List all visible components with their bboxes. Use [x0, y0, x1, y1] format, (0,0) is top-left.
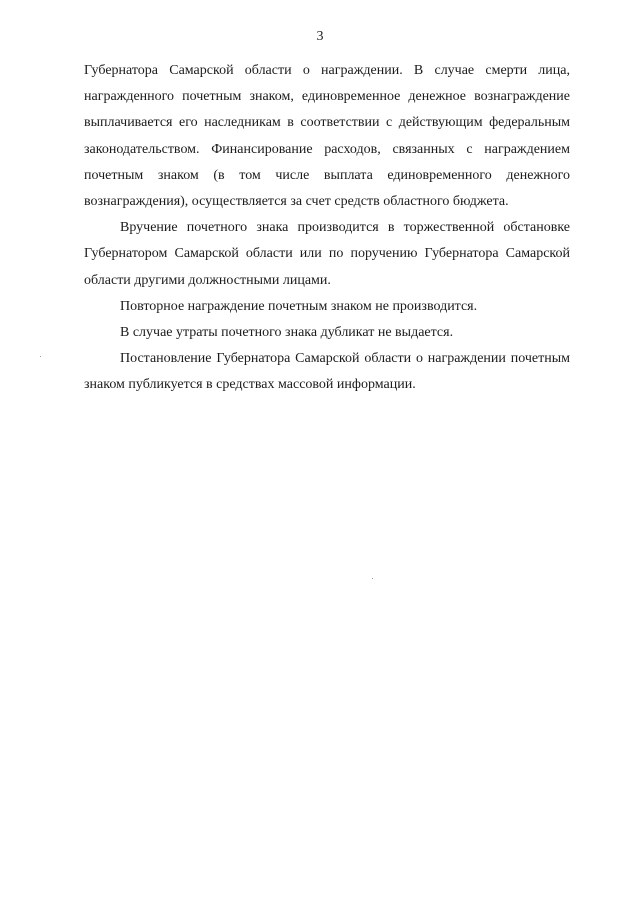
paragraph-repeat-award: Повторное награждение почетным знаком не производится.	[120, 298, 478, 314]
scan-speck	[372, 578, 373, 579]
paragraph-lost-badge: В случае утраты почетного знака дубликат не выдается.	[120, 325, 454, 341]
document-body	[84, 58, 570, 399]
page-number: 3	[316, 29, 324, 44]
scan-speck	[40, 356, 41, 357]
paragraph-continuation: Губернатора Самарской области о награждении. В случае смерти лица, награжденного почетным знаком, единовременное денежное вознаграждение выплачивается его наследникам в соответствии с действующим федеральным законодательством. Финансирование расходов, связанных с награждением почетным знаком (в том числе выплата единовременного денежного вознаграждения), осуществляется за счет средств областного бюджета.	[84, 63, 570, 210]
paragraph-publication: Постановление Губернатора Самарской области о награждении почетным знаком публикуется в средствах массовой информации.	[84, 351, 570, 393]
paragraph-award-presentation: Вручение почетного знака производится в торжественной обстановке Губернатором Самарской области или по поручению Губернатора Самарской области другими должностными лицами.	[84, 220, 570, 288]
